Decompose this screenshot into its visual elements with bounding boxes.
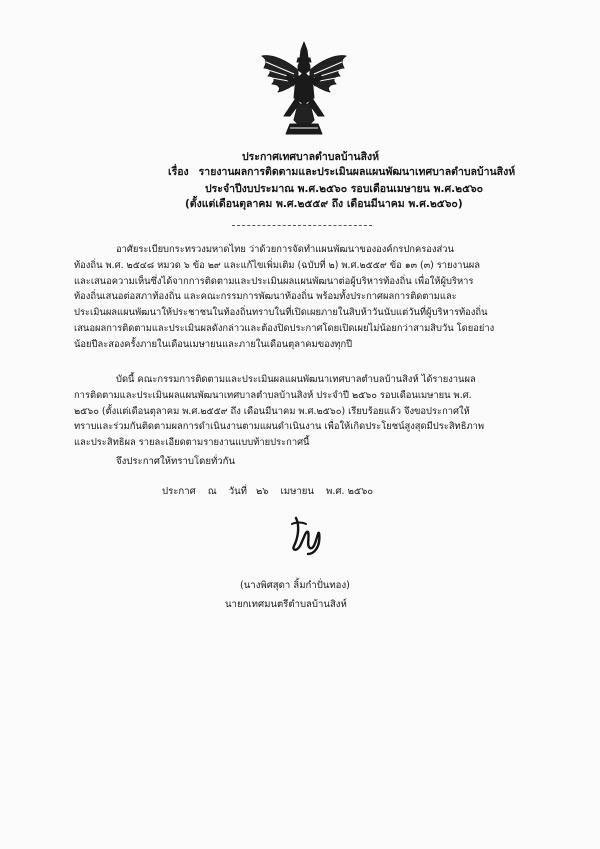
paragraph-line: ท้องถิ่น พ.ศ. ๒๕๔๘ หมวด ๖ ข้อ ๒๙ และแก้ไขเพิ่มเติม (ฉบับที่ ๒) พ.ศ.๒๕๕๙ ข้อ ๑๓ (๓) รายงานผล (74, 259, 481, 271)
closing-statement (74, 454, 536, 470)
paragraph-line: ท้องถิ่นเสนอต่อสภาท้องถิ่น และคณะกรรมการพัฒนาท้องถิ่น พร้อมทั้งประกาศผลการติดตามและ (74, 291, 457, 303)
paragraph-line: อาศัยระเบียบกระทรวงมหาดไทย ว่าด้วยการจัดทำแผนพัฒนาขององค์กรปกครองส่วน (116, 244, 454, 255)
paragraph-line: น้อยปีละสองครั้งภายในเดือนเมษายนและภายในเดือนตุลาคมของทุกปี (74, 338, 353, 350)
paragraph-line: ประเมินผลแผนพัฒนาให้ประชาชนในท้องถิ่นทราบในที่เปิดเผยภายในสิบห้าวันนับแต่วันที่ผู้บริหารท้องถิ่น (74, 307, 488, 319)
subject-label: เรื่อง (168, 166, 189, 178)
subject-line (168, 165, 515, 180)
year-value: พ.ศ. ๒๕๖๐ (326, 486, 374, 497)
announcement-date (162, 484, 382, 499)
subject-text: รายงานผลการติดตามและประเมินผลแผนพัฒนาเทศบาลตำบลบ้านสิงห์ (198, 166, 516, 178)
month-value: เมษายน (280, 486, 314, 497)
closing-line: จึงประกาศให้ทราบโดยทั่วกัน (116, 456, 236, 467)
fiscal-year-line: ประจำปีงบประมาณ พ.ศ.๒๕๖๐ รอบเดือนเมษายน พ.ศ.๒๕๖๐ (205, 183, 484, 195)
at-label: ณ (207, 486, 217, 497)
paragraph-regulation (74, 242, 536, 353)
paragraph-line: การติดตามและประเมินผลแผนพัฒนาเทศบาลตำบลบ้านสิงห์ ประจำปี ๒๕๖๐ รอบเดือนเมษายน พ.ศ. (74, 389, 472, 401)
paragraph-line: ๒๕๖๐ (ตั้งแต่เดือนตุลาคม พ.ศ.๒๕๕๙ ถึง เดือนมีนาคม พ.ศ.๒๕๖๐) เรียบร้อยแล้ว จึงขอประกาศให้ (74, 405, 470, 417)
paragraph-line: และประสิทธิผล รายละเอียดตามรายงานแบบท้ายประกาศนี้ (74, 437, 310, 449)
paragraph-line: ทราบและร่วมกันติดตามผลการดำเนินงานตามแผนดำเนินงาน เพื่อให้เกิดประโยชน์สูงสุดมีประสิทธิภาพ (74, 421, 485, 433)
header-divider (232, 225, 372, 226)
paragraph-line: บัดนี้ คณะกรรมการติดตามและประเมินผลแผนพัฒนาเทศบาลตำบลบ้านสิงห์ ได้รายงานผล (116, 374, 476, 385)
garuda-emblem (260, 40, 348, 136)
signer-position: นายกเทศมนตรีตำบลบ้านสิงห์ (225, 599, 347, 610)
day-value: ๒๖ (256, 486, 269, 497)
paragraph-line: เสนอผลการติดตามและประเมินผลดังกล่าวและต้องปิดประกาศโดยเปิดเผยไม่น้อยกว่าสามสิบวัน โดยอย่าง (74, 322, 495, 334)
paragraph-report (74, 372, 536, 451)
handwritten-signature (286, 512, 326, 558)
paragraph-line: และเสนอความเห็นซึ่งได้จากการติดตามและประเมินผลแผนพัฒนาต่อผู้บริหารท้องถิ่น เพื่อให้ผู้บริหาร (74, 275, 474, 287)
period-line: (ตั้งแต่เดือนตุลาคม พ.ศ.๒๕๕๙ ถึง เดือนมีนาคม พ.ศ.๒๕๖๐) (185, 198, 463, 210)
signer-name: (นางพิศสุดา ลิ้มกำปั่นทอง) (240, 580, 350, 591)
day-label: วันที่ (228, 486, 247, 497)
announced-label: ประกาศ (162, 486, 196, 497)
announcement-title: ประกาศเทศบาลตำบลบ้านสิงห์ (242, 151, 380, 163)
